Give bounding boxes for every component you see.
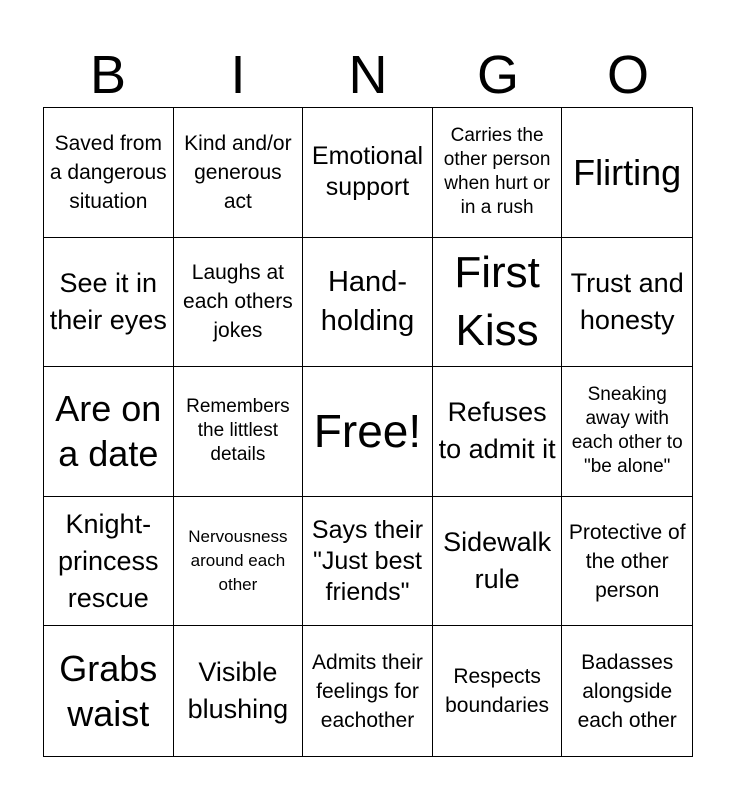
bingo-cell[interactable] [174,367,304,497]
bingo-cell[interactable] [562,367,692,497]
cell-text: Emotional support [311,142,424,202]
bingo-cell[interactable] [44,108,174,238]
cell-text: Carries the other person when hurt or in a rush [443,125,551,219]
cell-text: Flirting [573,151,682,193]
bingo-cell[interactable] [433,238,563,368]
cell-text: Says their "Just best friends" [311,515,424,606]
bingo-cell[interactable] [44,367,174,497]
cell-text: Are on a date [55,388,162,475]
cell-text: First Kiss [454,247,540,355]
header-letter-g: G [476,45,519,105]
header-letter-b: B [89,45,127,105]
cell-text: Saved from a dangerous situation [49,131,167,213]
bingo-cell[interactable] [562,238,692,368]
cell-text: Refuses to admit it [438,397,556,465]
cell-text: Protective of the other person [568,520,686,602]
cell-text: Knight-princess rescue [58,508,159,613]
cell-text: Admits their feelings for eachother [312,650,423,732]
bingo-cell[interactable] [303,238,433,368]
cell-text: Remembers the littlest details [186,396,290,466]
cell-text: Nervousness around each other [188,527,288,595]
bingo-cell[interactable] [433,626,563,756]
cell-text: Sneaking away with each other to "be alone" [571,384,683,478]
bingo-cell[interactable] [174,497,304,627]
bingo-cell[interactable] [303,108,433,238]
cell-text: Visible blushing [187,657,289,725]
cell-text: Badasses alongside each other [577,650,677,732]
free-space-cell[interactable] [303,367,433,497]
cell-text: Kind and/or generous act [184,131,292,213]
bingo-cell[interactable] [433,497,563,627]
bingo-cell[interactable] [562,108,692,238]
bingo-cell[interactable] [174,108,304,238]
cell-text: Sidewalk rule [443,527,552,595]
cell-text: Grabs waist [59,648,158,735]
bingo-cell[interactable] [44,497,174,627]
bingo-cell[interactable] [562,497,692,627]
bingo-cell[interactable] [303,497,433,627]
cell-text: Laughs at each others jokes [183,261,293,343]
bingo-cell[interactable] [44,626,174,756]
cell-text: Trust and honesty [570,267,684,335]
bingo-board [43,107,693,757]
cell-text: See it in their eyes [49,267,167,335]
header-letter-i: I [230,45,246,105]
cell-text: Free! [313,405,422,458]
bingo-cell[interactable] [44,238,174,368]
bingo-cell[interactable] [562,626,692,756]
bingo-cell[interactable] [303,626,433,756]
header-letter-o: O [606,45,649,105]
bingo-cell[interactable] [433,108,563,238]
header-letter-n: N [348,45,388,105]
bingo-cell[interactable] [433,367,563,497]
bingo-cell[interactable] [174,238,304,368]
cell-text: Respects boundaries [445,665,550,718]
bingo-header [43,44,693,106]
bingo-cell[interactable] [174,626,304,756]
cell-text: Hand-holding [320,265,415,337]
